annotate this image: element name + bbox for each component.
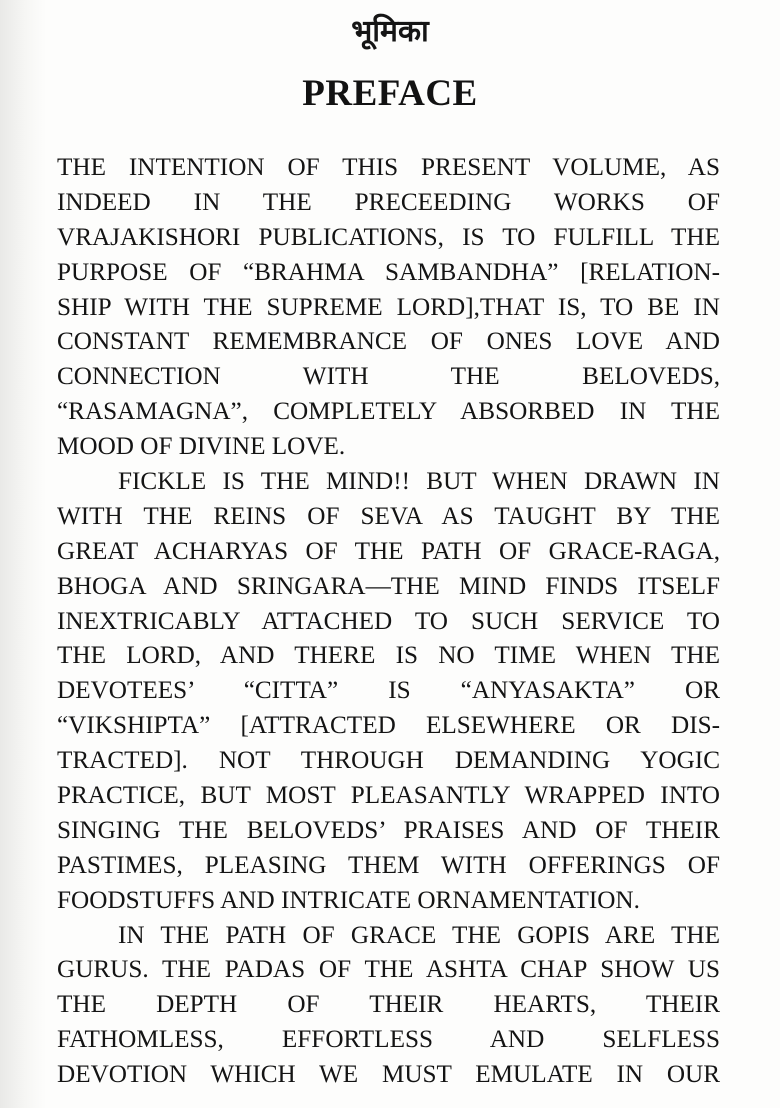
page-binding-shadow <box>0 0 46 1108</box>
text-line: FOODSTUFFS AND INTRICATE ORNAMENTATION. <box>57 886 640 914</box>
text-line: FICKLE IS THE MIND!! BUT WHEN DRAWN IN <box>118 468 720 496</box>
text-line: WITH THE REINS OF SEVA AS TAUGHT BY THE <box>57 502 720 530</box>
text-line: BHOGA AND SRINGARA—THE MIND FINDS ITSELF <box>57 572 720 600</box>
text-line: PRACTICE, BUT MOST PLEASANTLY WRAPPED INTO <box>57 782 720 810</box>
text-line: SINGING THE BELOVEDS’ PRAISES AND OF THEIR <box>57 816 720 844</box>
text-line: VRAJAKISHORI PUBLICATIONS, IS TO FULFILL THE <box>57 223 720 251</box>
text-line: FATHOMLESS, EFFORTLESS AND SELFLESS <box>57 1026 720 1054</box>
text-line: GURUS. THE PADAS OF THE ASHTA CHAP SHOW US <box>57 956 720 984</box>
text-line: THE DEPTH OF THEIR HEARTS, THEIR <box>57 991 720 1019</box>
text-line: GREAT ACHARYAS OF THE PATH OF GRACE-RAGA, <box>57 537 720 565</box>
hindi-title: भूमिका <box>351 14 429 49</box>
preface-body <box>57 151 720 1093</box>
text-line: “RASAMAGNA”, COMPLETELY ABSORBED IN THE <box>57 398 720 426</box>
text-line: PASTIMES, PLEASING THEM WITH OFFERINGS OF <box>57 851 720 879</box>
text-line: TRACTED]. NOT THROUGH DEMANDING YOGIC <box>57 747 720 775</box>
text-line: INDEED IN THE PRECEEDING WORKS OF <box>57 188 720 216</box>
text-line: SHIP WITH THE SUPREME LORD],THAT IS, TO BE IN <box>57 293 720 321</box>
text-line: DEVOTION WHICH WE MUST EMULATE IN OUR <box>57 1061 720 1089</box>
text-line: CONSTANT REMEMBRANCE OF ONES LOVE AND <box>57 328 720 356</box>
text-line: INEXTRICABLY ATTACHED TO SUCH SERVICE TO <box>57 607 720 635</box>
text-line: PURPOSE OF “BRAHMA SAMBANDHA” [RELATION- <box>57 258 720 286</box>
text-line: THE LORD, AND THERE IS NO TIME WHEN THE <box>57 642 720 670</box>
text-line: “VIKSHIPTA” [ATTRACTED ELSEWHERE OR DIS- <box>57 712 720 740</box>
text-line: CONNECTION WITH THE BELOVEDS, <box>57 363 720 391</box>
text-line: DEVOTEES’ “CITTA” IS “ANYASAKTA” OR <box>57 677 720 705</box>
text-line: MOOD OF DIVINE LOVE. <box>57 433 346 461</box>
text-line: THE INTENTION OF THIS PRESENT VOLUME, AS <box>57 154 720 181</box>
text-line: IN THE PATH OF GRACE THE GOPIS ARE THE <box>118 921 720 949</box>
page-title: PREFACE <box>302 73 478 114</box>
